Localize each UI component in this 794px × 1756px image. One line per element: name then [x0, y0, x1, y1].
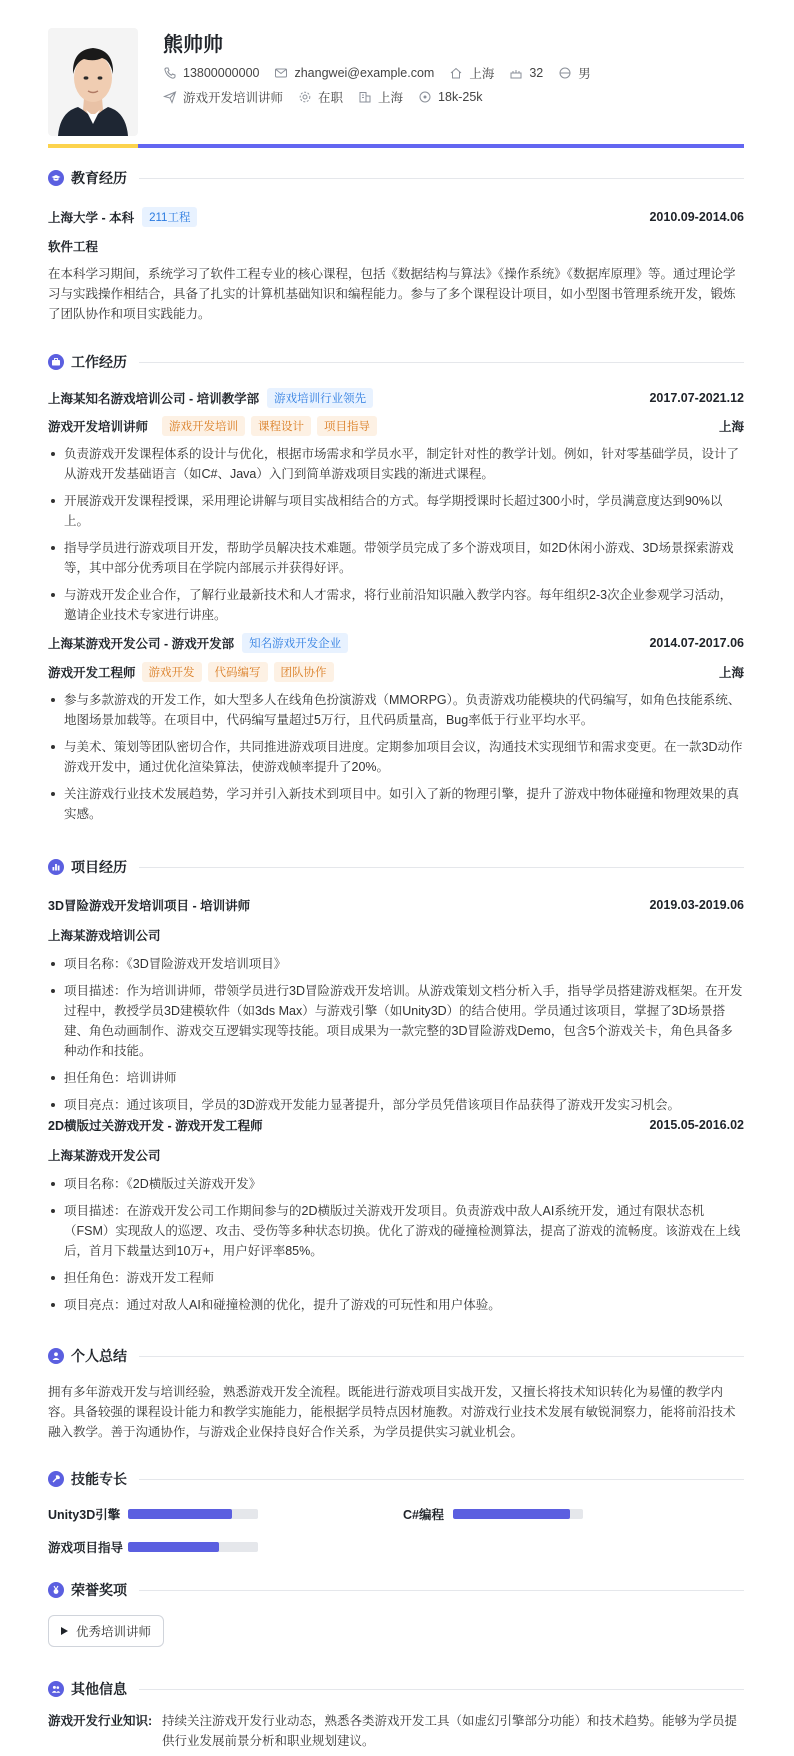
section-title-work: 工作经历 — [71, 354, 127, 370]
section-projects — [48, 857, 744, 877]
send-icon — [163, 90, 177, 104]
list-item: 项目描述：在游戏开发公司工作期间参与的2D横版过关游戏开发项目。负责游戏中敌人AI系统开发，通过有限状态机（FSM）实现敌人的巡逻、攻击、受伤等多种状态切换。优化了游戏的碰撞检测算法，提高了游戏的流畅度。该游戏在上线后，首月下载量达到10万+，用户好评率85%。 — [48, 1201, 744, 1261]
work-city-item — [358, 88, 403, 106]
city-item — [449, 64, 494, 82]
work-2-skill-tag: 游戏开发 — [142, 662, 202, 682]
email-text: zhangwei@example.com — [294, 66, 435, 80]
briefcase-icon — [48, 354, 64, 370]
home-icon — [449, 66, 463, 80]
graduation-cap-icon — [48, 170, 64, 186]
project-1-title: 3D冒险游戏开发培训项目 - 培训讲师 — [48, 899, 251, 913]
salary-icon — [418, 90, 432, 104]
list-item: 开展游戏开发课程授课，采用理论讲解与项目实战相结合的方式。每学期授课时长超过300小时，学员满意度达到90%以上。 — [48, 491, 744, 531]
section-summary — [48, 1346, 744, 1366]
salary-item — [418, 90, 482, 104]
list-item: 与美术、策划等团队密切合作，共同推进游戏项目进度。定期参加项目会议，沟通技术实现细节和需求变更。在一款3D动作游戏开发中，通过优化渲染算法，使游戏帧率提升了20%。 — [48, 737, 744, 777]
education-description: 在本科学习期间，系统学习了软件工程专业的核心课程，包括《数据结构与算法》《操作系统》《数据库原理》等。通过理论学习与实践操作相结合，具备了扎实的计算机基础知识和编程能力。参与了多个课程设计项目，如小型图书管理系统开发，锻炼了团队协作和项目实践能力。 — [48, 267, 736, 321]
phone-item — [163, 66, 259, 80]
skill-bar — [453, 1509, 583, 1519]
age-item — [509, 66, 543, 80]
building-icon — [358, 90, 372, 104]
work-2-skill-tag: 代码编写 — [208, 662, 268, 682]
job-intent-item — [163, 88, 283, 106]
work-2-role: 游戏开发工程师 — [48, 666, 136, 680]
section-title-awards: 荣誉奖项 — [71, 1582, 127, 1598]
gender-text: 男 — [578, 67, 591, 81]
age-text: 32 — [529, 66, 544, 80]
work-1-skill-tag: 游戏开发培训 — [162, 416, 245, 436]
work-1-tag: 游戏培训行业领先 — [267, 388, 373, 408]
people-icon — [48, 1681, 64, 1697]
section-title-skills: 技能专长 — [71, 1471, 127, 1487]
section-rule — [139, 1590, 744, 1591]
project-2-org-row — [48, 1146, 744, 1164]
resume-header — [48, 24, 744, 144]
user-icon — [48, 1348, 64, 1364]
work-2-company: 上海某游戏开发公司 - 游戏开发部 — [48, 637, 235, 651]
skill-item — [48, 1504, 308, 1524]
bar-chart-icon — [48, 859, 64, 875]
award-chip — [48, 1615, 164, 1647]
education-tag: 211工程 — [142, 207, 197, 227]
work-2-role-row — [48, 662, 744, 682]
play-icon — [61, 1627, 68, 1635]
work-1-company: 上海某知名游戏培训公司 - 培训教学部 — [48, 392, 260, 406]
avatar — [48, 28, 138, 136]
section-rule — [139, 1689, 744, 1690]
section-rule — [139, 1479, 744, 1480]
work-2-tag: 知名游戏开发企业 — [242, 633, 348, 653]
list-item: 指导学员进行游戏项目开发，帮助学员解决技术难题。带领学员完成了多个游戏项目，如2D休闲小游戏、3D场景探索游戏等，其中部分优秀项目在学院内部展示并获得好评。 — [48, 538, 744, 578]
work-1-bullets — [48, 444, 744, 632]
list-item: 参与多款游戏的开发工作，如大型多人在线角色扮演游戏（MMORPG）。负责游戏功能模块的代码编写，如角色技能系统、地图场景加载等。在项目中，代码编写量超过5万行，且代码质量高，Bug率低于行业平均水平。 — [48, 690, 744, 730]
list-item: 项目亮点：通过该项目，学员的3D游戏开发能力显著提升，部分学员凭借该项目作品获得了游戏开发实习机会。 — [48, 1095, 744, 1115]
list-item: 与游戏开发企业合作，了解行业最新技术和人才需求，将行业前沿知识融入教学内容。每年组织2-3次企业参观学习活动，邀请企业技术专家进行讲座。 — [48, 585, 744, 625]
status-text: 在职 — [318, 91, 344, 105]
project-1-date: 2019.03-2019.06 — [649, 898, 744, 912]
work-1-skill-tag: 课程设计 — [251, 416, 311, 436]
section-other — [48, 1679, 744, 1699]
salary-text: 18k-25k — [438, 90, 483, 104]
project-2-org: 上海某游戏开发公司 — [48, 1149, 161, 1163]
skill-bar — [128, 1509, 258, 1519]
skill-bar-fill — [128, 1542, 219, 1552]
medal-icon — [48, 1582, 64, 1598]
city-text: 上海 — [469, 67, 495, 81]
skill-bar-fill — [128, 1509, 232, 1519]
work-1-date: 2017.07-2021.12 — [649, 391, 744, 405]
candidate-name: 熊帅帅 — [163, 34, 223, 56]
phone-text: 13800000000 — [183, 66, 260, 80]
project-1-org-row — [48, 926, 744, 944]
tools-icon — [48, 1471, 64, 1487]
gear-icon — [298, 90, 312, 104]
person-icon — [558, 66, 572, 80]
project-2-header — [48, 1116, 744, 1134]
work-2-location: 上海 — [718, 666, 744, 680]
section-work — [48, 352, 744, 372]
job-intent-text: 游戏开发培训讲师 — [183, 91, 284, 105]
skill-name: Unity3D引擎 — [48, 1508, 121, 1522]
work-city-text: 上海 — [378, 91, 404, 105]
list-item: 关注游戏行业技术发展趋势，学习并引入新技术到项目中。如引入了新的物理引擎，提升了游戏中物体碰撞和物理效果的真实感。 — [48, 784, 744, 824]
skill-bar-fill — [453, 1509, 570, 1519]
gender-item — [558, 64, 591, 82]
work-2-date: 2014.07-2017.06 — [649, 636, 744, 650]
education-school: 上海大学 - 本科 — [48, 211, 135, 225]
cake-icon — [509, 66, 523, 80]
section-rule — [139, 867, 744, 868]
education-major-row — [48, 237, 744, 255]
skill-bar — [128, 1542, 258, 1552]
contact-row — [163, 64, 606, 82]
header-divider-bar — [48, 144, 744, 148]
work-2-bullets — [48, 690, 744, 831]
other-info-row — [48, 1711, 744, 1751]
work-1-skill-tag: 项目指导 — [317, 416, 377, 436]
section-title-summary: 个人总结 — [71, 1348, 127, 1364]
education-major: 软件工程 — [48, 240, 99, 254]
section-title-education: 教育经历 — [71, 170, 127, 186]
section-awards — [48, 1580, 744, 1600]
skill-name: C#编程 — [403, 1508, 444, 1522]
skill-item — [403, 1504, 663, 1524]
other-info-text: 持续关注游戏开发行业动态，熟悉各类游戏开发工具（如虚幻引擎部分功能）和技术趋势。能够为学员提供行业发展前景分析和职业规划建议。 — [162, 1714, 738, 1748]
list-item: 负责游戏开发课程体系的设计与优化，根据市场需求和学员水平，制定针对性的教学计划。例如，针对零基础学员，设计了从游戏开发基础语言（如C#、Java）入门到简单游戏项目实践的渐进式课程。 — [48, 444, 744, 484]
education-row — [48, 207, 744, 227]
section-rule — [139, 362, 744, 363]
skill-item — [48, 1537, 308, 1557]
work-1-location: 上海 — [718, 420, 744, 434]
section-education — [48, 168, 744, 188]
summary-text: 拥有多年游戏开发与培训经验，熟悉游戏开发全流程。既能进行游戏项目实战开发，又擅长将技术知识转化为易懂的教学内容。具备较强的课程设计能力和教学实施能力，能根据学员特点因材施教。对游戏行业技术发展有敏锐洞察力，能将前沿技术融入教学。善于沟通协作，与游戏企业保持良好合作关系，为学员提供实习就业机会。 — [48, 1385, 736, 1439]
work-1-role-row — [48, 416, 744, 436]
work-1-header — [48, 388, 744, 408]
other-info-label: 游戏开发行业知识: — [48, 1714, 153, 1728]
header-accent — [48, 144, 138, 148]
project-1-bullets — [48, 954, 744, 1122]
project-1-org: 上海某游戏培训公司 — [48, 929, 161, 943]
list-item: 担任角色：游戏开发工程师 — [48, 1268, 744, 1288]
email-item — [274, 66, 434, 80]
work-2-skill-tag: 团队协作 — [274, 662, 334, 682]
list-item: 项目亮点：通过对敌人AI和碰撞检测的优化，提升了游戏的可玩性和用户体验。 — [48, 1295, 744, 1315]
section-skills — [48, 1469, 744, 1489]
section-title-other: 其他信息 — [71, 1681, 127, 1697]
project-2-date: 2015.05-2016.02 — [649, 1118, 744, 1132]
section-title-projects: 项目经历 — [71, 859, 127, 875]
section-rule — [139, 1356, 744, 1357]
job-row — [163, 88, 498, 106]
work-2-header — [48, 633, 744, 653]
award-label: 优秀培训讲师 — [76, 1625, 152, 1639]
project-1-header — [48, 896, 744, 914]
project-2-title: 2D横版过关游戏开发 - 游戏开发工程师 — [48, 1119, 263, 1133]
education-date: 2010.09-2014.06 — [649, 210, 744, 224]
status-item — [298, 88, 343, 106]
list-item: 项目名称：《2D横版过关游戏开发》 — [48, 1174, 744, 1194]
list-item: 项目描述：作为培训讲师，带领学员进行3D冒险游戏开发培训。从游戏策划文档分析入手，指导学员搭建游戏框架。在开发过程中，教授学员3D建模软件（如3ds Max）与游戏引擎（如Unity3D）的结合使用。学员通过该项目，掌握了3D场景搭建、角色动画制作、游戏交互逻辑实现等技能。项目成果为一款完整的3D冒险游戏Demo，包含5个游戏关卡，角色具备多种动作和技能。 — [48, 981, 744, 1061]
project-2-bullets — [48, 1174, 744, 1322]
mail-icon — [274, 66, 288, 80]
list-item: 担任角色：培训讲师 — [48, 1068, 744, 1088]
list-item: 项目名称：《3D冒险游戏开发培训项目》 — [48, 954, 744, 974]
phone-icon — [163, 66, 177, 80]
work-1-role: 游戏开发培训讲师 — [48, 420, 149, 434]
section-rule — [139, 178, 744, 179]
skill-name: 游戏项目指导 — [48, 1541, 124, 1555]
